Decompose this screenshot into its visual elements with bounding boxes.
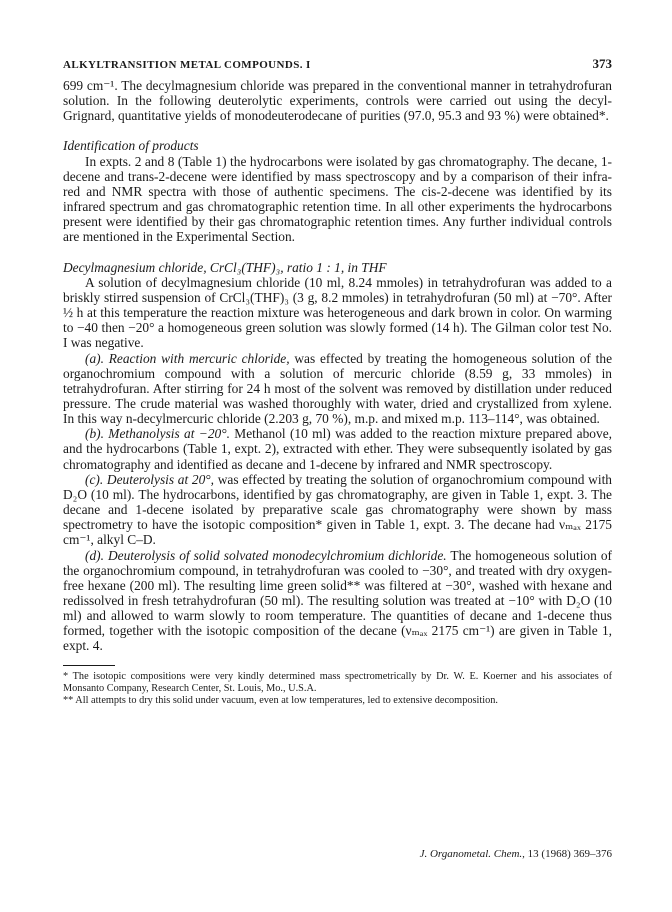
running-header (63, 56, 612, 74)
subsection-text-a: was effected by treating the homogeneous solution of the organochromium compound with a solution of mercuric chloride (8.59 g, 33 mmoles) in tetrahydrofuran. After stirring for 24 h most of the solvent was removed by distillation under reduced pressure. The crude material was washed thoroughly with water, dried and crystallized from xylene. In this way n-decylmercuric chloride (2.203 g, 70 %), m.p. and mixed m.p. 113–114°, was obtained. (63, 350, 613, 427)
paragraph-mercuric-chloride (63, 351, 612, 427)
journal-name: J. Organometal. Chem., (419, 848, 525, 860)
paragraph-deuterolysis-solid (63, 548, 612, 654)
subsection-label-a: (a). Reaction with mercuric chloride, (85, 350, 290, 366)
subsection-text-c: was effected by treating the solution of organochromium compound with D₂O (10 ml). The hydrocarbons, identified by gas chromatography, are given in Table 1, expt. 3. The decane and 1-decene isolated by preparative scale gas chromatography were shown by mass spectrometry to have the isotopic composition* given in Table 1, expt. 3. The decane had νₘₐₓ 2175 cm⁻¹, alkyl C–D. (63, 471, 612, 548)
paragraph-identification: In expts. 2 and 8 (Table 1) the hydrocarbons were isolated by gas chromatography. The decane, 1-decene and trans-2-decene were identified by mass spectroscopy and by a comparison of their infra-red and NMR spectra with those of authentic specimens. The cis-2-decene was identified by its infrared spectrum and gas chromatographic retention time. In all other experiments the hydrocarbons present were identified by their gas chromatographic retention times. Any further individual controls are mentioned in the Experimental Section. (63, 153, 612, 245)
footnote-divider (63, 665, 115, 666)
subsection-label-d: (d). Deuterolysis of solid solvated monodecylchromium dichloride. (85, 547, 447, 563)
paragraph-continuation: 699 cm⁻¹. The decylmagnesium chloride was prepared in the conventional manner in tetrahydrofuran solution. In the following deuterolytic experiments, controls were carried out using the decyl-Grignard, quantitative yields of monodeuterodecane of purities (97.0, 95.3 and 93 %) were obtained*. (63, 78, 612, 124)
spacer (63, 245, 612, 260)
page-number: 373 (592, 56, 612, 71)
footnote-1: * The isotopic compositions were very kindly determined mass spectrometrically by Dr. W. E. Koerner and his associates of Monsanto Company, Research Center, St. Louis, Mo., U.S.A. (63, 670, 612, 695)
paragraph-methanolysis (63, 426, 612, 471)
journal-citation (420, 848, 612, 860)
paragraph-deuterolysis (63, 472, 612, 548)
footnote-2: ** All attempts to dry this solid under vacuum, even at low temperatures, led to extensive decomposition. (63, 695, 498, 707)
subsection-text-b: Methanol (10 ml) was added to the reaction mixture prepared above, and the hydrocarbons (Table 1, expt. 2), extracted with ether. They were subsequently isolated by gas chromatography and identified as decane and 1-decene by infrared and NMR spectroscopy. (63, 426, 612, 472)
running-title: ALKYLTRANSITION METAL COMPOUNDS. I (63, 59, 311, 71)
journal-volume: 13 (1968) 369–376 (527, 848, 612, 860)
section-heading-identification: Identification of products (63, 138, 199, 154)
subsection-label-c: (c). Deuterolysis at 20°, (85, 471, 215, 487)
section-heading-decylmagnesium: Decylmagnesium chloride, CrCl₃(THF)₃, ratio 1 : 1, in THF (63, 259, 387, 275)
spacer (63, 123, 612, 138)
subsection-label-b: (b). Methanolysis at −20°. (85, 426, 230, 442)
paragraph-procedure: A solution of decylmagnesium chloride (10 ml, 8.24 mmoles) in tetrahydrofuran was added to a briskly stirred suspension of CrCl₃(THF)₃ (3 g, 8.2 mmoles) in tetrahydrofuran (50 ml) at −70°. After ½ h at this temperature the reaction mixture was heterogeneous and dark brown in color. On warming to −40 then −20° a homogeneous green solution was slowly formed (14 h). The Gilman color test No. I was negative. (63, 274, 612, 351)
subsection-text-d: The homogeneous solution of the organochromium compound, in tetrahydrofuran was cooled to −30°, and treated with dry oxygen-free hexane (200 ml). The resulting lime green solid** was filtered at −30°, washed with hexane and redissolved in fresh tetrahydrofuran (50 ml). The resulting solution was treated at −10° with D₂O (10 ml) and allowed to warm slowly to room temperature. The quantities of decane and 1-decene thus formed, together with the isotopic composition of the decane (νₘₐₓ 2175 cm⁻¹) are given in Table 1, expt. 4. (63, 547, 612, 654)
